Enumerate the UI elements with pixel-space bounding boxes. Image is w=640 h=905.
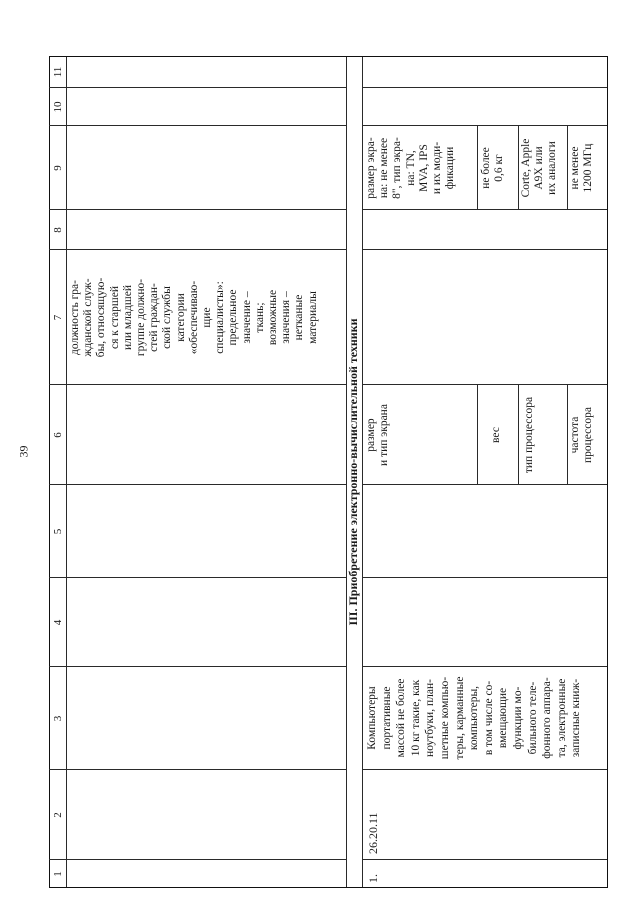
header-col-10: 10 xyxy=(52,101,64,113)
header-col-2: 2 xyxy=(52,812,64,818)
prev-row-col7-text: должность гра- жданской служ- бы, относящую- ся к старшей или младшей группе должно- стей граждан- ской службы категории «обеспечиваю- щие специалисты»: предельное значение – ткань; возможные значения – нетканые материалы xyxy=(69,277,319,358)
sub-rule-2-col6 xyxy=(518,385,519,485)
col-rule-f1 xyxy=(49,384,346,385)
header-col-11: 11 xyxy=(52,66,64,78)
characteristic-name-cpu-type: тип процессора xyxy=(523,396,535,474)
header-col-7: 7 xyxy=(52,314,64,321)
header-col-6: 6 xyxy=(52,432,64,438)
header-bottom-rule xyxy=(66,56,67,888)
col-rule-a1 xyxy=(49,859,346,860)
characteristic-name-cpu-frequency: частота процессора xyxy=(569,407,594,464)
table-left-border xyxy=(49,887,608,888)
table-right-border xyxy=(49,56,608,57)
header-col-5: 5 xyxy=(52,528,64,535)
characteristic-name-weight: вес xyxy=(490,427,502,443)
page-number: 39 xyxy=(16,445,31,458)
col-rule-d1 xyxy=(49,577,346,578)
col-rule-g1 xyxy=(49,249,346,250)
characteristic-value-cpu-type: Corte, Apple A9X или их аналоги xyxy=(520,138,558,198)
section-bottom-rule xyxy=(362,56,363,888)
col-rule-c2 xyxy=(362,666,607,667)
sub-rule-1-col6 xyxy=(477,385,478,485)
characteristic-value-weight: не более 0,6 кг xyxy=(480,147,505,189)
header-col-3: 3 xyxy=(52,715,64,722)
col-rule-c1 xyxy=(49,666,346,667)
col-rule-a2 xyxy=(362,859,607,860)
col-rule-h2 xyxy=(362,209,607,210)
col-rule-h1 xyxy=(49,209,346,210)
col-rule-e1 xyxy=(49,484,346,485)
header-col-1: 1 xyxy=(52,871,64,877)
header-col-8: 8 xyxy=(52,227,64,233)
sub-rule-3-col9 xyxy=(567,126,568,210)
row1-okpd2-code: 26.20.11 xyxy=(366,812,380,854)
col-rule-i1 xyxy=(49,125,346,126)
row1-number: 1. xyxy=(366,874,380,883)
col-rule-i2 xyxy=(362,125,607,126)
section-title: III. Приобретение электронно-вычислительной техники xyxy=(346,318,360,626)
row1-item-name: Компьютеры портативные массой не более 10 кг такие, как ноутбуки, план- шетные компью- теры, карманные компьютеры, в том числе со- вмещающие функции мо- бильного теле- фонного аппара- та, электронные записные книж- xyxy=(366,676,583,760)
sub-rule-3-col6 xyxy=(567,385,568,485)
col-rule-j2 xyxy=(362,87,607,88)
rotated-table xyxy=(49,56,609,888)
col-rule-e2 xyxy=(362,484,607,485)
header-col-9: 9 xyxy=(52,165,64,171)
header-col-4: 4 xyxy=(52,619,64,626)
col-rule-b2 xyxy=(362,769,607,770)
sub-rule-1-col9 xyxy=(477,126,478,210)
characteristic-value-cpu-frequency: не менее 1200 МГц xyxy=(569,143,594,193)
characteristic-value-screen: размер экра- на: не менее 8", тип экра- на: TN, MVA, IPS и их моди- фикации xyxy=(365,137,457,199)
table-bottom-border xyxy=(607,56,608,888)
col-rule-f2 xyxy=(362,384,607,385)
sub-rule-2-col9 xyxy=(518,126,519,210)
col-rule-d2 xyxy=(362,577,607,578)
characteristic-name-screen: размер и тип экрана xyxy=(365,404,390,466)
col-rule-g2 xyxy=(362,249,607,250)
table-top-border xyxy=(49,56,50,888)
col-rule-j1 xyxy=(49,87,346,88)
col-rule-b1 xyxy=(49,769,346,770)
